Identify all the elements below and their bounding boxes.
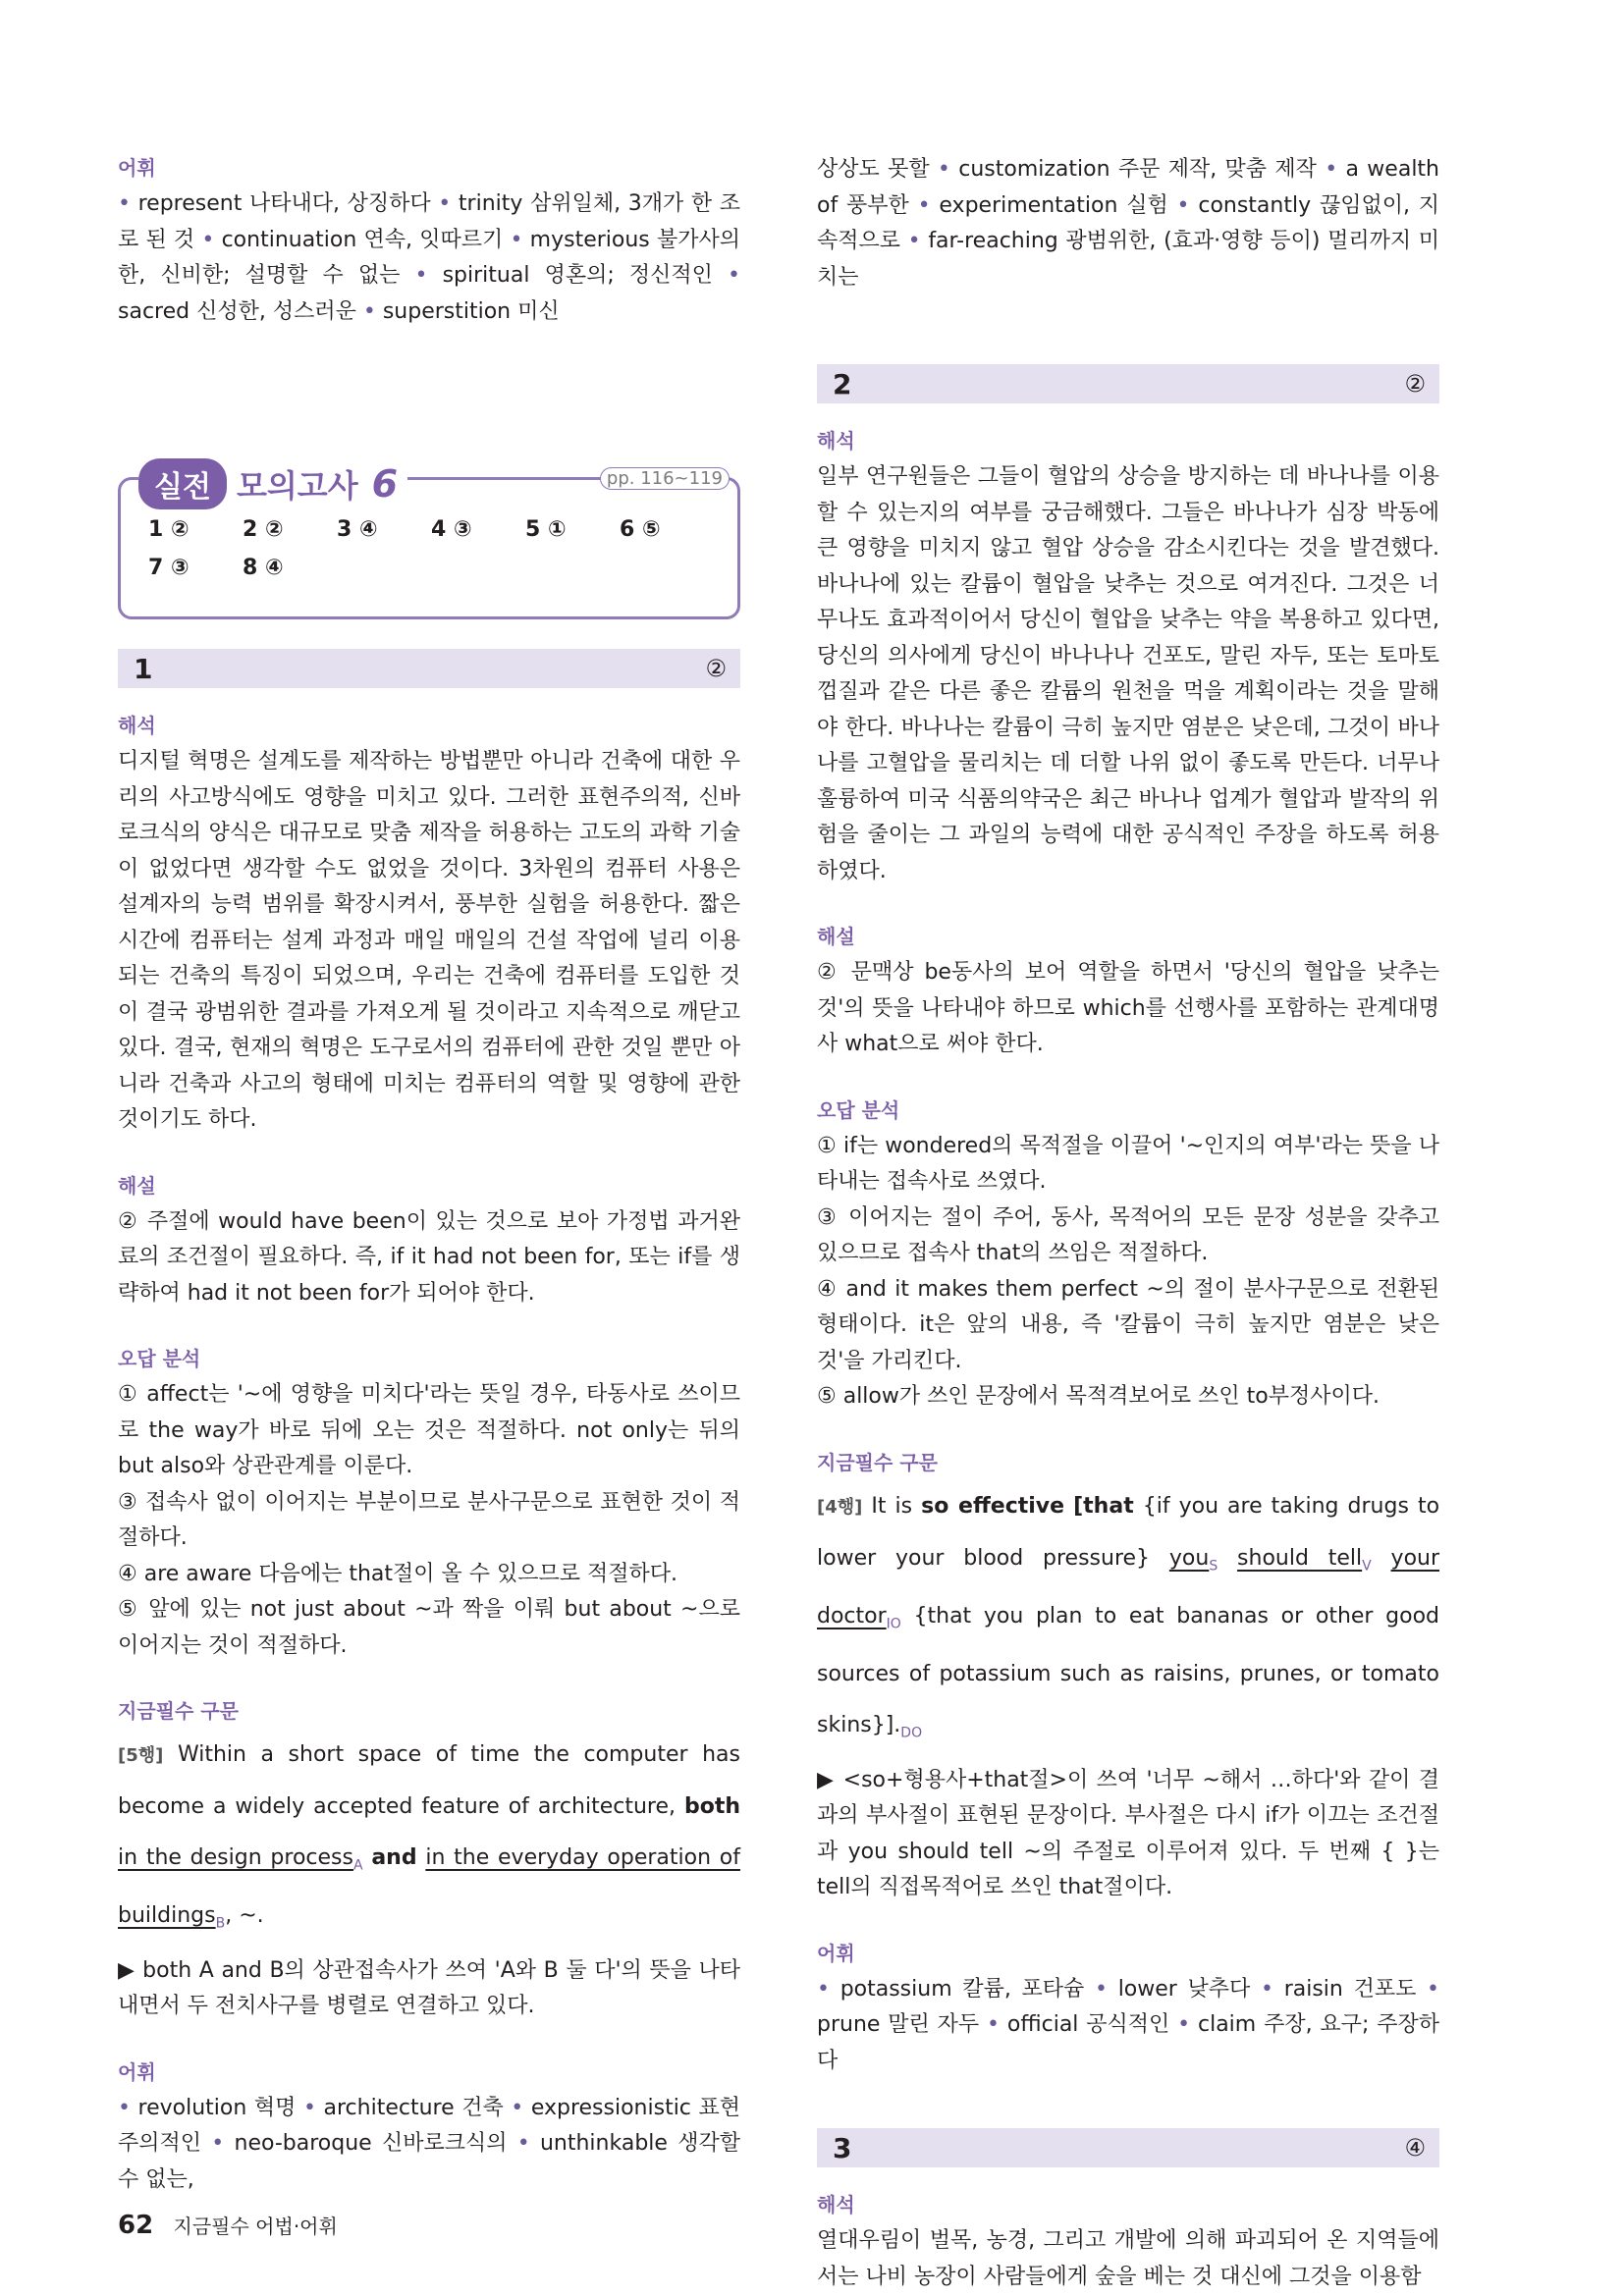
- page-number: 62: [118, 2211, 154, 2240]
- vocab-item: [211, 2131, 516, 2156]
- syntax-end: , ~.: [225, 1903, 264, 1929]
- bullet-icon: •: [510, 227, 530, 252]
- vocab-word: lower: [1117, 1976, 1188, 2002]
- bullet-icon: •: [362, 298, 383, 324]
- vocab-meaning: 혁명: [253, 2095, 303, 2120]
- vocab-meaning: 공식적인: [1086, 2012, 1178, 2038]
- question-2-bar: [817, 364, 1439, 403]
- mark-s: S: [1209, 1557, 1218, 1574]
- vocab-meaning: 주문 제작, 맞춤 제작: [1117, 157, 1326, 182]
- mark-io: IO: [886, 1616, 901, 1632]
- bullet-icon: •: [516, 2131, 540, 2157]
- bullet-icon: •: [201, 227, 222, 252]
- vocab-meaning: 칼륨, 포타슘: [962, 1976, 1095, 2002]
- syntax-io: your doctor: [817, 1545, 1440, 1629]
- q1-explanation-section: [118, 1170, 740, 1312]
- q1-translation-section: [118, 710, 740, 1139]
- mark-a: A: [352, 1857, 363, 1874]
- bullet-icon: •: [907, 229, 929, 253]
- vocab-word: potassium: [839, 1976, 963, 2002]
- translation-label: 해석: [118, 714, 156, 737]
- syntax-part: Within a short space of time the computer has become a widely accepted feature of architecture,: [118, 1742, 740, 1819]
- bullet-icon: •: [987, 2012, 1007, 2038]
- vocab-word: official: [1006, 2012, 1087, 2038]
- vocab-word: sacred: [118, 298, 197, 324]
- vocab-item: [415, 263, 728, 288]
- answer-item: 6 ⑤: [620, 517, 661, 542]
- q2-wrong-1: ① if는 wondered의 목적절을 이끌어 '~인지의 여부'라는 뜻을 나타내는 접속사로 쓰였다.: [817, 1133, 1439, 1194]
- bullet-icon: •: [1261, 1976, 1284, 2002]
- question-3-number: 3: [833, 2131, 852, 2164]
- syntax-a: in the design process: [118, 1845, 353, 1870]
- vocab-meaning: 불가사의한, 신비한; 설명할 수 없는: [118, 227, 740, 288]
- vocab-word: constantly: [1198, 192, 1320, 218]
- q1-syntax-sentence: [118, 1730, 740, 1949]
- q1-wrong-section: [118, 1343, 740, 1664]
- mark-v: V: [1362, 1557, 1372, 1574]
- vocab-word: far-reaching: [928, 229, 1066, 253]
- vocab-meaning: 미신: [517, 298, 560, 324]
- bullet-icon: •: [727, 263, 740, 288]
- q3-translation: 열대우림이 벌목, 농경, 그리고 개발에 의해 파괴되어 온 지역들에서는 나비 농장이 사람들에게 숲을 베는 것 대신에 그것을 이용함: [817, 2228, 1439, 2289]
- bullet-icon: •: [937, 157, 959, 182]
- q2-syntax-sentence: [817, 1481, 1439, 1759]
- q3-translation-section: [817, 2189, 1439, 2295]
- q2-explanation: ② 문맥상 be동사의 보어 역할을 하면서 '당신의 혈압을 낮추는 것'의 뜻을 나타내야 하므로 which를 선행사를 포함하는 관계대명사 what으로 써야 한다.: [817, 960, 1439, 1056]
- vocab-word: revolution: [137, 2095, 254, 2120]
- vocab-item: [363, 299, 560, 324]
- bullet-icon: •: [917, 192, 940, 218]
- syntax-verb: should tell: [1237, 1545, 1363, 1571]
- vocab-item: [118, 2096, 303, 2120]
- vocab-meaning: 끊임없이, 지속적으로: [817, 192, 1440, 253]
- vocab-label: 어휘: [817, 1941, 855, 1965]
- question-1-number: 1: [134, 652, 153, 685]
- vocab-meaning: 연속, 잇따르기: [363, 227, 511, 252]
- vocab-word: prune: [817, 2012, 889, 2038]
- syntax-b: in the everyday operation of buildings: [118, 1845, 740, 1929]
- question-2-answer: ②: [1404, 370, 1426, 398]
- q2-vocab-list: [817, 1972, 1439, 2080]
- left-column: [118, 152, 740, 2198]
- bullet-icon: •: [118, 191, 138, 216]
- bullet-icon: •: [118, 2095, 138, 2120]
- vocab-continued: [817, 152, 1439, 295]
- bullet-icon: •: [817, 1976, 840, 2002]
- answer-item: 8 ④: [243, 556, 284, 580]
- translation-label: 해석: [817, 429, 855, 453]
- bullet-icon: •: [1325, 157, 1346, 182]
- answer-key-header: [138, 458, 407, 509]
- syntax-and: and: [371, 1845, 417, 1870]
- q1-wrong-4: ④ are aware 다음에는 that절이 올 수 있으므로 적절하다.: [118, 1561, 678, 1586]
- answer-key-box: [118, 462, 740, 619]
- q2-explanation-section: [817, 921, 1439, 1063]
- q2-syntax-section: [817, 1447, 1439, 1906]
- vocab-word: customization: [958, 157, 1118, 182]
- q1-translation: 디지털 혁명은 설계도를 제작하는 방법뿐만 아니라 건축에 대한 우리의 사고방식에도 영향을 미치고 있다. 그러한 표현주의적, 신바로크식의 양식은 대규모로 맞춤 제작을 허용하는 고도의 과학 기술이 없었다면 생각할 수도 없었을 것이다. 3차원의 컴퓨터 사용은 설계자의 능력 범위를 확장시켜서, 풍부한 실험을 허용한다. 짧은 시간에 컴퓨터는 설계 과정과 매일 매일의 건설 작업에 널리 이용되는 건축의 특징이 되었으며, 우리는 건축에 컴퓨터를 도입한 것이 결국 광범위한 결과를 가져오게 될 것이라고 지속적으로 깨닫고 있다. 결국, 현재의 혁명은 도구로서의 컴퓨터에 관한 것일 뿐만 아니라 건축과 사고의 형태에 미치는 컴퓨터의 역할 및 영향에 관한 것이기도 하다.: [118, 749, 740, 1132]
- bullet-icon: •: [1095, 1976, 1118, 2002]
- vocab-item: [1261, 1977, 1427, 2002]
- vocab-meaning: 나타내다, 상징하다: [249, 191, 439, 216]
- bullet-icon: •: [414, 263, 443, 288]
- question-1-answer: ②: [705, 655, 727, 682]
- vocab-meaning: 건포도: [1353, 1976, 1428, 2002]
- syntax-so-effective: so effective: [921, 1493, 1065, 1519]
- vocab-word: mysterious: [529, 227, 657, 252]
- line-tag: [4행]: [817, 1496, 863, 1518]
- bullet-icon: •: [1176, 192, 1199, 218]
- bullet-icon: •: [211, 2131, 235, 2157]
- vocab-label: 어휘: [118, 2059, 156, 2084]
- mark-b: B: [215, 1915, 226, 1932]
- q1-wrong-1: ① affect는 '~에 영향을 미치다'라는 뜻일 경우, 타동사로 쓰이므로 the way가 바로 뒤에 오는 것은 적절하다. not only는 뒤의 but also와 상관관계를 이룬다.: [118, 1382, 740, 1478]
- syntax-subject: you: [1168, 1545, 1210, 1571]
- vocab-list-top: [118, 187, 740, 330]
- syntax-do: {that you plan to eat bananas or other good sources of potassium such as raisins, prunes, or tomato skins}].: [817, 1603, 1439, 1738]
- answer-item: 4 ③: [431, 517, 472, 542]
- vocab-word: trinity: [458, 191, 531, 216]
- q2-wrong-section: [817, 1095, 1439, 1415]
- vocab-word: continuation: [221, 227, 364, 252]
- mark-do: DO: [900, 1725, 923, 1741]
- q1-wrong-3: ③ 접속사 없이 이어지는 부분이므로 분사구문으로 표현한 것이 적절하다.: [118, 1489, 740, 1550]
- answer-key-pages: pp. 116~119: [600, 467, 730, 490]
- page-footer: [118, 2211, 338, 2240]
- answer-grid: [148, 517, 714, 580]
- vocab-word: raisin: [1283, 1976, 1354, 2002]
- book-title: 지금필수 어법·어휘: [173, 2215, 338, 2238]
- vocab-item: [303, 2096, 511, 2120]
- bullet-icon: •: [1177, 2012, 1198, 2038]
- answer-item: 5 ①: [525, 517, 567, 542]
- wrong-analysis-label: 오답 분석: [118, 1347, 201, 1370]
- q2-vocab-section: [817, 1938, 1439, 2080]
- vocab-item: [918, 193, 1177, 218]
- q1-vocab-list: [118, 2091, 740, 2199]
- vocab-meaning: 말린 자두: [888, 2012, 988, 2038]
- vocab-item: [817, 1977, 1095, 2002]
- vocab-word: claim: [1197, 2012, 1265, 2038]
- vocab-word: a wealth of: [817, 157, 1439, 218]
- bullet-icon: •: [1427, 1976, 1440, 2002]
- line-tag: [5행]: [118, 1745, 164, 1766]
- q1-syntax-note: ▶ both A and B의 상관접속사가 쓰여 'A와 B 둘 다'의 뜻을 나타내면서 두 전치사구를 병렬로 연결하고 있다.: [118, 1957, 740, 2019]
- vocab-label: 어휘: [118, 156, 156, 180]
- vocab-meaning: 신바로크식의: [381, 2131, 517, 2157]
- syntax-both: both: [683, 1794, 740, 1819]
- vocab-meaning: 풍부한: [846, 192, 918, 218]
- vocab-item: [987, 2012, 1177, 2037]
- q2-syntax-note: ▶ <so+형용사+that절>이 쓰여 '너무 ~해서 …하다'와 같이 결과의 부사절이 표현된 문장이다. 부사절은 다시 if가 이끄는 조건절과 you should tell ~의 주절로 이루어져 있다. 두 번째 { }는 tell의 직접목적어로 쓰인 that절이다.: [817, 1767, 1439, 1900]
- vocab-meaning: 주장, 요구; 주장하다: [817, 2012, 1439, 2073]
- q2-wrong-5: ⑤ allow가 쓰인 문장에서 목적격보어로 쓰인 to부정사이다.: [817, 1384, 1380, 1409]
- wrong-analysis-label: 오답 분석: [817, 1097, 900, 1122]
- syntax-part: It is: [871, 1493, 913, 1519]
- vocab-item: [1095, 1977, 1261, 2002]
- vocab-word: unthinkable: [539, 2131, 678, 2157]
- answer-key-number: 6: [371, 462, 399, 506]
- vocab-word: expressionistic: [530, 2095, 699, 2120]
- bullet-icon: •: [511, 2095, 531, 2120]
- syntax-label: 지금필수 구문: [817, 1450, 938, 1474]
- answer-item: 1 ②: [148, 517, 189, 542]
- question-3-bar: [817, 2128, 1439, 2167]
- answer-item: 2 ②: [243, 517, 284, 542]
- vocab-item: [817, 229, 1439, 290]
- syntax-that: [that: [1073, 1493, 1134, 1519]
- vocab-meaning: 신성한, 성스러운: [196, 298, 363, 324]
- q2-wrong-4: ④ and it makes them perfect ~의 절이 분사구문으로 전환된 형태이다. it은 앞의 내용, 즉 '칼륨이 극히 높지만 염분은 낮은 것'을 가리킨다.: [817, 1276, 1439, 1373]
- answer-key-title: 모의고사: [236, 467, 358, 505]
- vocab-meaning: 건축: [461, 2095, 512, 2120]
- q2-wrong-3: ③ 이어지는 절이 주어, 동사, 목적어의 모든 문장 성분을 갖추고 있으므로 접속사 that의 쓰임은 적절하다.: [817, 1204, 1439, 1265]
- vocab-meaning: 낮추다: [1187, 1976, 1262, 2002]
- vocab-word: represent: [137, 191, 249, 216]
- explanation-label: 해설: [817, 925, 855, 948]
- translation-label: 해석: [817, 2193, 855, 2217]
- vocab-word: spiritual: [442, 263, 545, 288]
- syntax-if-clause: {if you are taking drugs to lower your blood pressure}: [817, 1493, 1440, 1571]
- question-3-answer: ④: [1404, 2134, 1426, 2163]
- q2-translation: 일부 연구원들은 그들이 혈압의 상승을 방지하는 데 바나나를 이용할 수 있는지의 여부를 궁금해했다. 그들은 바나나가 심장 박동에 큰 영향을 미치지 않고 혈압 상승을 감소시킨다는 것을 발견했다. 바나나에 있는 칼륨이 혈압을 낮추는 것으로 여겨진다. 그것은 너무나도 효과적이어서 당신이 혈압을 낮추는 약을 복용하고 있다면, 당신의 의사에게 당신이 바나나나 건포도, 말린 자두, 또는 토마토 껍질과 같은 다른 좋은 칼륨의 원천을 먹을 계획이라는 것을 말해야 한다. 바나나는 칼륨이 극히 높지만 염분은 낮은데, 그것이 바나나를 고혈압을 물리치는 데 더할 나위 없이 좋도록 만든다. 너무나 훌륭하여 미국 식품의약국은 최근 바나나 업계가 혈압과 발작의 위험을 줄이는 그 과일의 능력에 대한 공식적인 주장을 하도록 허용하였다.: [817, 464, 1439, 883]
- explanation-label: 해설: [118, 1173, 156, 1198]
- q1-vocab-section: [118, 2056, 740, 2199]
- vocab-word: architecture: [323, 2095, 462, 2120]
- vocab-item: [201, 228, 510, 252]
- question-2-number: 2: [833, 367, 852, 400]
- right-column: [817, 152, 1439, 2295]
- q1-syntax-section: [118, 1695, 740, 2025]
- q2-translation-section: [817, 425, 1439, 889]
- bullet-icon: •: [302, 2095, 324, 2120]
- q1-explanation: ② 주절에 would have been이 있는 것으로 보아 가정법 과거완료의 조건절이 필요하다. 즉, if it had not been for, 또는 if를 생략하여 had it not been for가 되어야 한다.: [118, 1208, 740, 1306]
- vocab-word: neo-baroque: [234, 2131, 382, 2157]
- vocab-lead: 상상도 못할: [817, 157, 930, 182]
- syntax-label: 지금필수 구문: [118, 1699, 239, 1723]
- vocab-meaning: 삼위일체, 3개가 한 조로 된 것: [118, 191, 740, 252]
- q1-wrong-5: ⑤ 앞에 있는 not just about ~과 짝을 이뤄 but about ~으로 이어지는 것이 적절하다.: [118, 1597, 740, 1658]
- vocab-item: [118, 191, 438, 216]
- answer-item: 7 ③: [148, 556, 189, 580]
- vocab-meaning: 생각할 수 없는,: [118, 2131, 740, 2192]
- vocab-meaning: 표현주의적인: [118, 2095, 740, 2157]
- vocab-word: superstition: [382, 298, 518, 324]
- vocab-word: experimentation: [939, 192, 1127, 218]
- vocab-meaning: 광범위한, (효과·영향 등이) 멀리까지 미치는: [817, 229, 1439, 290]
- bullet-icon: •: [438, 191, 459, 216]
- vocab-meaning: 영혼의; 정신적인: [544, 263, 728, 288]
- vocab-meaning: 실험: [1126, 192, 1177, 218]
- question-1-bar: [118, 649, 740, 688]
- answer-key-pill: 실전: [138, 458, 227, 509]
- vocab-item: [938, 157, 1325, 182]
- answer-item: 3 ④: [337, 517, 378, 542]
